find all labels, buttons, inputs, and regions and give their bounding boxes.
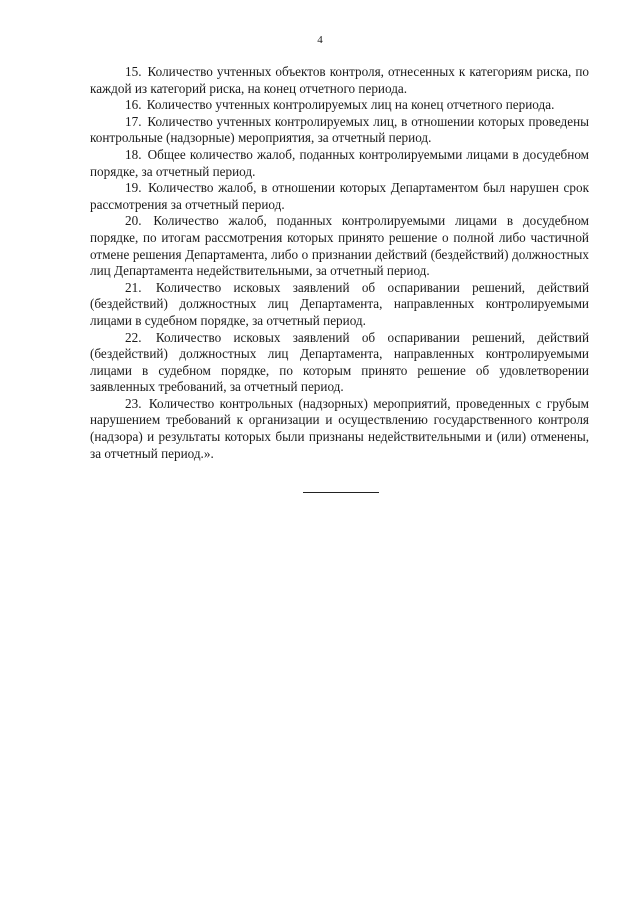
- paragraph-19: [90, 180, 589, 213]
- paragraph-number: 16.: [125, 97, 142, 113]
- paragraph-number: 17.: [125, 113, 142, 129]
- paragraph-number: 19.: [125, 180, 142, 196]
- paragraph-17: [90, 114, 589, 147]
- paragraph-text: Количество учтенных контролируемых лиц на конец отчетного периода.: [146, 97, 555, 113]
- paragraph-text: Количество жалоб, поданных контролируемыми лицами в досудебном порядке, по итогам рассмотрения которых принято решение о полной либо частичной отмене решения Департамента, либо о признании действий (бездействий) должностных лиц Департамента недействительными, за отчетный период.: [90, 213, 590, 279]
- paragraph-text: Количество жалоб, в отношении которых Департаментом был нарушен срок рассмотрения за отчетный период.: [90, 180, 589, 212]
- document-body: [90, 64, 589, 462]
- paragraph-number: 20.: [125, 213, 142, 229]
- paragraph-22: [90, 330, 589, 396]
- paragraph-number: 15.: [125, 64, 142, 79]
- paragraph-text: Количество исковых заявлений об оспаривании решений, действий (бездействий) должностных лиц Департамента, направленных контролируемыми лицами в судебном порядке, по которым принято решение об удовлетворении заявленных требований, за отчетный период.: [90, 329, 590, 395]
- paragraph-15: [90, 64, 589, 97]
- paragraph-text: Количество исковых заявлений об оспаривании решений, действий (бездействий) должностных лиц Департамента, направленных контролируемыми лицами в судебном порядке, за отчетный период.: [90, 279, 590, 328]
- paragraph-18: [90, 147, 589, 180]
- paragraph-text: Количество учтенных объектов контроля, отнесенных к категориям риска, по каждой из категорий риска, на конец отчетного периода.: [90, 64, 589, 96]
- paragraph-text: Количество учтенных контролируемых лиц, в отношении которых проведены контрольные (надзорные) мероприятия, за отчетный период.: [90, 113, 589, 146]
- paragraph-text: Количество контрольных (надзорных) мероприятий, проведенных с грубым нарушением требований к организации и осуществлению государственного контроля (надзора) и результаты которых были признаны недействительными и (или) отменены, за отчетный период.».: [90, 395, 590, 461]
- page-number: 4: [317, 34, 323, 46]
- end-divider-line: [303, 492, 379, 493]
- paragraph-text: Общее количество жалоб, поданных контролируемыми лицами в досудебном порядке, за отчетный период.: [90, 146, 590, 179]
- paragraph-21: [90, 280, 589, 330]
- paragraph-23: [90, 396, 589, 462]
- paragraph-number: 21.: [125, 279, 142, 295]
- paragraph-number: 18.: [125, 146, 142, 162]
- paragraph-20: [90, 213, 589, 279]
- paragraph-number: 23.: [125, 395, 142, 411]
- paragraph-16: [90, 97, 589, 114]
- paragraph-number: 22.: [125, 329, 142, 345]
